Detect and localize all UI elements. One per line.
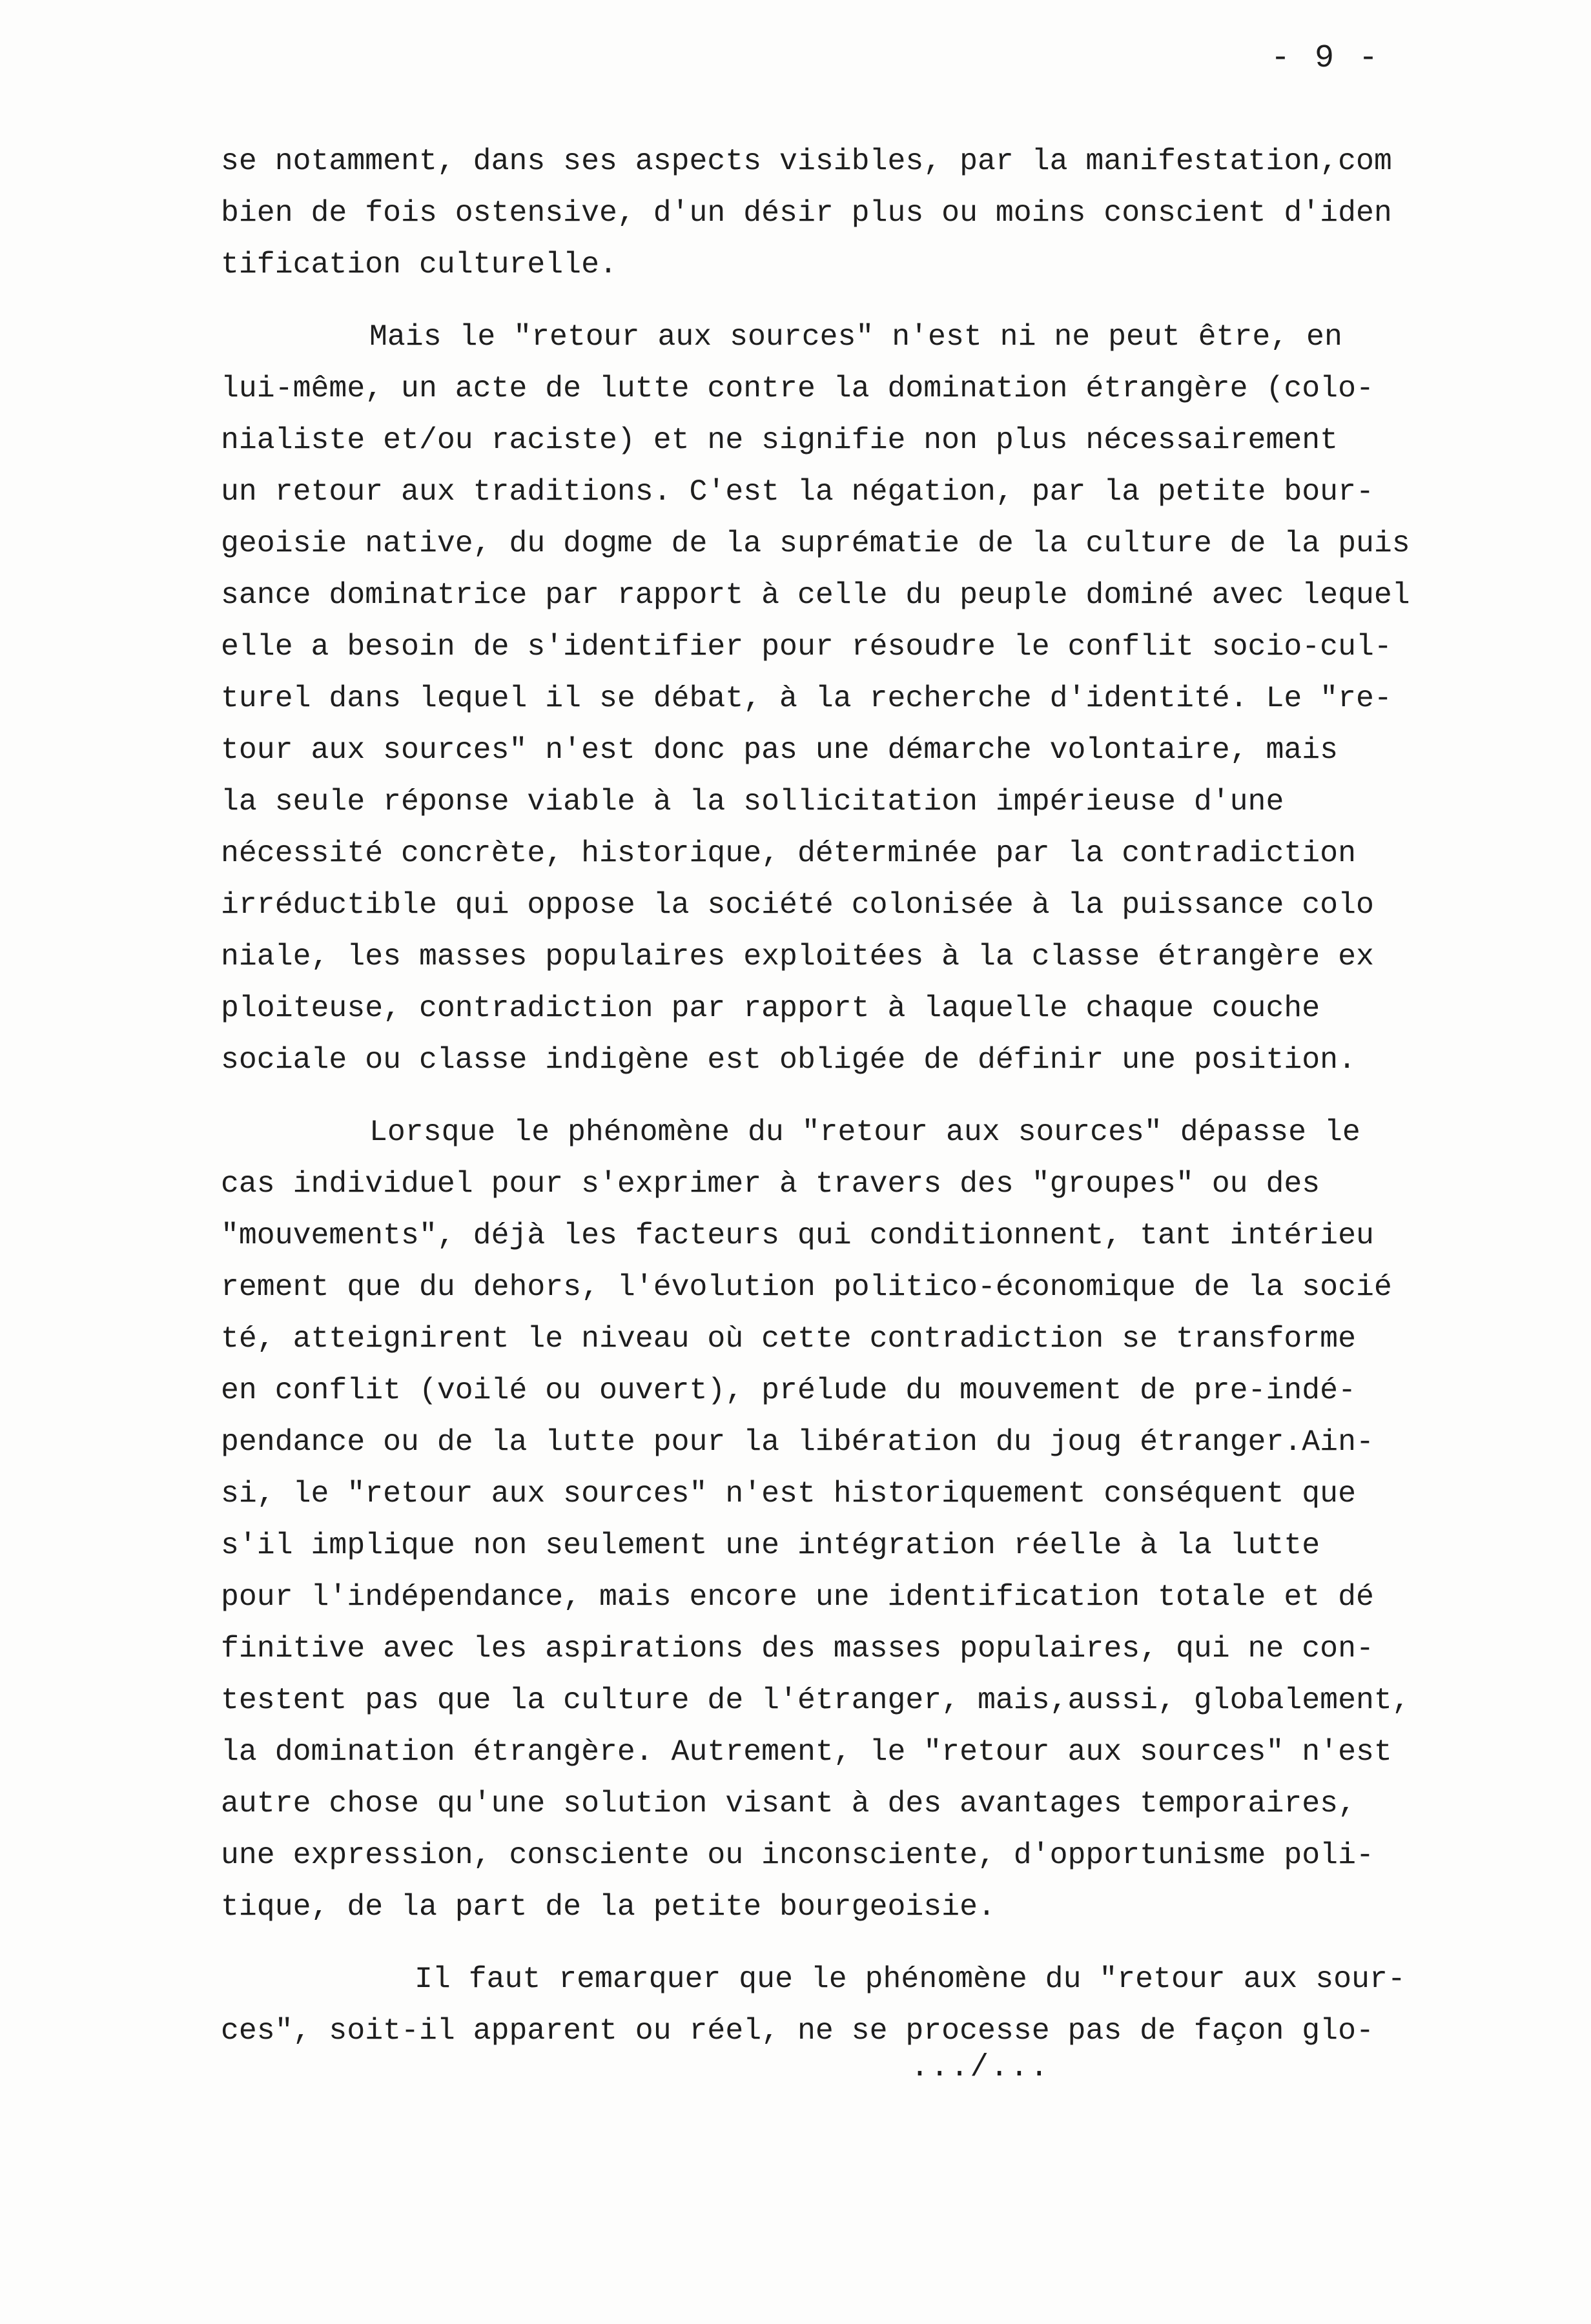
paragraph-2 bbox=[221, 311, 1486, 1086]
text-line: la domination étrangère. Autrement, le "retour aux sources" n'est bbox=[221, 1735, 1392, 1769]
text-line: finitive avec les aspirations des masses populaires, qui ne con- bbox=[221, 1631, 1374, 1666]
text-line: sociale ou classe indigène est obligée de définir une position. bbox=[221, 1043, 1356, 1077]
text-line: Il faut remarquer que le phénomène du "retour aux sour- bbox=[415, 1962, 1406, 1996]
text-line: tour aux sources" n'est donc pas une démarche volontaire, mais bbox=[221, 733, 1339, 767]
page-number: - 9 - bbox=[1271, 40, 1381, 77]
text-line: autre chose qu'une solution visant à des avantages temporaires, bbox=[221, 1786, 1356, 1820]
text-line: Lorsque le phénomène du "retour aux sources" dépasse le bbox=[369, 1115, 1360, 1149]
text-line: lui-même, un acte de lutte contre la domination étrangère (colo- bbox=[221, 371, 1374, 405]
text-line: testent pas que la culture de l'étranger, mais,aussi, globalement, bbox=[221, 1683, 1410, 1717]
text-line: une expression, consciente ou inconsciente, d'opportunisme poli- bbox=[221, 1838, 1374, 1872]
paragraph-gap bbox=[221, 290, 1486, 311]
text-line: la seule réponse viable à la sollicitation impérieuse d'une bbox=[221, 784, 1284, 819]
text-line: rement que du dehors, l'évolution politico-économique de la socié bbox=[221, 1270, 1392, 1304]
text-line: s'il implique non seulement une intégration réelle à la lutte bbox=[221, 1528, 1320, 1562]
text-line: cas individuel pour s'exprimer à travers des "groupes" ou des bbox=[221, 1167, 1320, 1201]
text-line: tification culturelle. bbox=[221, 247, 617, 281]
text-line: nialiste et/ou raciste) et ne signifie non plus nécessairement bbox=[221, 423, 1339, 457]
text-line: un retour aux traditions. C'est la négation, par la petite bour- bbox=[221, 474, 1374, 509]
text-line: té, atteignirent le niveau où cette contradiction se transforme bbox=[221, 1321, 1356, 1356]
text-line: turel dans lequel il se débat, à la recherche d'identité. Le "re- bbox=[221, 681, 1392, 715]
text-line: Mais le "retour aux sources" n'est ni ne peut être, en bbox=[369, 320, 1342, 354]
body-text bbox=[221, 136, 1486, 2057]
text-line: pendance ou de la lutte pour la libération du joug étranger.Ain- bbox=[221, 1425, 1374, 1459]
text-line: niale, les masses populaires exploitées à la classe étrangère ex bbox=[221, 939, 1374, 973]
text-line: si, le "retour aux sources" n'est historiquement conséquent que bbox=[221, 1476, 1356, 1511]
text-line: geoisie native, du dogme de la suprématie de la culture de la puis bbox=[221, 526, 1410, 560]
text-line: tique, de la part de la petite bourgeoisie. bbox=[221, 1890, 996, 1924]
text-line: irréductible qui oppose la société colonisée à la puissance colo bbox=[221, 888, 1374, 922]
paragraph-gap bbox=[221, 1086, 1486, 1106]
text-line: en conflit (voilé ou ouvert), prélude du mouvement de pre-indé- bbox=[221, 1373, 1356, 1407]
paragraph-gap bbox=[221, 1933, 1486, 1953]
paragraph-1 bbox=[221, 136, 1486, 290]
paragraph-4 bbox=[221, 1953, 1486, 2057]
continuation-mark: .../... bbox=[910, 2050, 1050, 2085]
text-line: pour l'indépendance, mais encore une identification totale et dé bbox=[221, 1580, 1374, 1614]
text-line: "mouvements", déjà les facteurs qui conditionnent, tant intérieu bbox=[221, 1218, 1374, 1252]
paragraph-3 bbox=[221, 1106, 1486, 1933]
text-line: ces", soit-il apparent ou réel, ne se processe pas de façon glo- bbox=[221, 2013, 1374, 2048]
text-line: sance dominatrice par rapport à celle du peuple dominé avec lequel bbox=[221, 578, 1410, 612]
text-line: se notamment, dans ses aspects visibles, par la manifestation,com bbox=[221, 144, 1392, 178]
text-line: elle a besoin de s'identifier pour résoudre le conflit socio-cul- bbox=[221, 629, 1392, 664]
text-line: ploiteuse, contradiction par rapport à laquelle chaque couche bbox=[221, 991, 1320, 1025]
text-line: nécessité concrète, historique, déterminée par la contradiction bbox=[221, 836, 1356, 870]
text-line: bien de fois ostensive, d'un désir plus ou moins conscient d'iden bbox=[221, 196, 1392, 230]
